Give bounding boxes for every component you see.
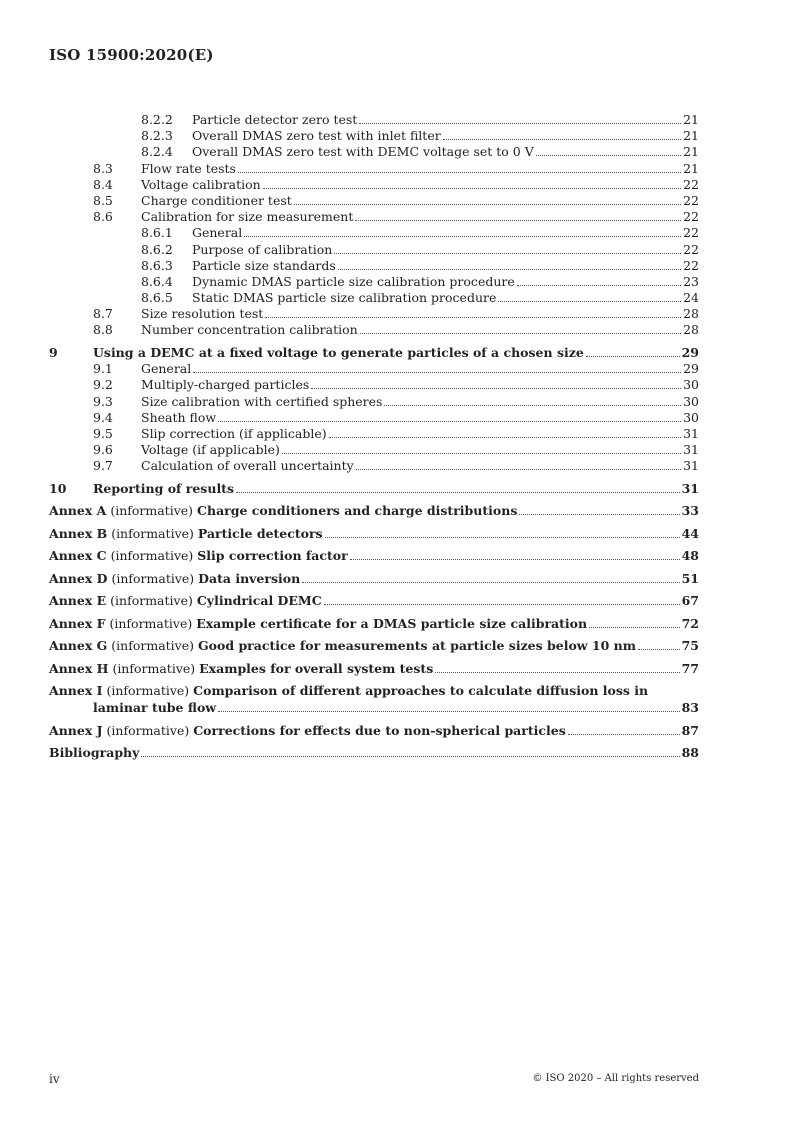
dot-leader (218, 700, 680, 712)
toc-page: 83 (681, 700, 699, 716)
dot-leader (359, 112, 681, 124)
annex-kind: (informative) (109, 615, 193, 631)
toc-number: 9.3 (93, 393, 113, 409)
toc-annex-a[interactable] (49, 502, 699, 519)
annex-title: Slip correction factor (197, 548, 348, 564)
table-of-contents (49, 112, 699, 761)
annex-kind: (informative) (110, 548, 194, 564)
toc-number: 9.1 (93, 361, 113, 377)
annex-kind: (informative) (106, 683, 190, 699)
annex-title: Cylindrical DEMC (196, 593, 322, 609)
annex-kind: (informative) (111, 570, 195, 586)
toc-title: Multiply-charged particles (141, 377, 310, 393)
toc-title: Purpose of calibration (192, 241, 333, 257)
dot-leader (435, 661, 679, 673)
toc-number: 8.6 (93, 209, 113, 225)
toc-number: 8.4 (93, 176, 113, 192)
toc-annex-f[interactable] (49, 615, 699, 632)
toc-page: 88 (681, 745, 699, 761)
document-id: ISO 15900:2020(E) (49, 46, 214, 64)
toc-title: General (192, 225, 243, 241)
toc-entry-8-4[interactable] (49, 177, 699, 193)
annex-kind: (informative) (110, 503, 194, 519)
toc-page: 87 (681, 722, 699, 738)
toc-title: Dynamic DMAS particle size calibration procedure (192, 273, 515, 289)
toc-annex-d[interactable] (49, 570, 699, 587)
toc-entry-9-6[interactable] (49, 442, 699, 458)
annex-title-line1: Comparison of different approaches to calculate diffusion loss in (193, 683, 649, 699)
toc-page: 31 (683, 425, 699, 441)
toc-title: Calibration for size measurement (141, 209, 354, 225)
toc-title: Static DMAS particle size calibration procedure (192, 290, 497, 306)
annex-title: Example certificate for a DMAS particle size calibration (196, 615, 588, 631)
toc-entry-9-1[interactable] (49, 361, 699, 377)
toc-title: Reporting of results (93, 480, 234, 496)
dot-leader (356, 458, 681, 470)
toc-title: Flow rate tests (141, 160, 236, 176)
annex-label: Annex G (49, 638, 108, 654)
annex-label: Annex A (49, 503, 107, 519)
toc-page: 44 (681, 525, 699, 541)
toc-number: 8.6.4 (141, 273, 173, 289)
dot-leader (384, 394, 681, 406)
annex-kind: (informative) (112, 660, 196, 676)
toc-entry-8-5[interactable] (49, 193, 699, 209)
toc-number: 8.2.2 (141, 112, 173, 127)
dot-leader (244, 225, 681, 237)
toc-page: 24 (683, 290, 699, 306)
toc-page: 22 (683, 225, 699, 241)
dot-leader (589, 616, 680, 628)
toc-entry-8-6[interactable] (49, 209, 699, 225)
annex-label: Annex H (49, 660, 109, 676)
toc-page: 75 (681, 638, 699, 654)
annex-kind: (informative) (106, 722, 190, 738)
dot-leader (586, 345, 680, 357)
toc-number: 8.5 (93, 192, 113, 208)
dot-leader (568, 723, 680, 735)
annex-title: Examples for overall system tests (199, 660, 434, 676)
toc-annex-h[interactable] (49, 660, 699, 677)
annex-kind: (informative) (111, 525, 194, 541)
toc-number: 9.5 (93, 425, 113, 441)
dot-leader (294, 193, 681, 205)
dot-leader (536, 144, 681, 156)
dot-leader (517, 274, 681, 286)
dot-leader (263, 177, 681, 189)
toc-page: 48 (681, 548, 699, 564)
dot-leader (325, 526, 680, 538)
toc-number: 8.6.1 (141, 225, 173, 241)
dot-leader (338, 258, 681, 270)
toc-page: 33 (681, 503, 699, 519)
page-number: iv (49, 1072, 60, 1086)
dot-leader (360, 322, 681, 334)
dot-leader (265, 306, 681, 318)
toc-title: Overall DMAS zero test with inlet filter (192, 128, 441, 144)
annex-title: Particle detectors (197, 525, 323, 541)
bibliography-title: Bibliography (49, 745, 140, 761)
toc-page: 51 (681, 570, 699, 586)
toc-number: 8.2.3 (141, 128, 173, 144)
toc-title: Particle detector zero test (192, 112, 358, 127)
dot-leader (236, 481, 680, 493)
toc-entry-8-6-4[interactable] (49, 274, 699, 290)
toc-page: 28 (683, 322, 699, 338)
toc-title: Voltage (if applicable) (141, 442, 280, 458)
dot-leader (302, 571, 679, 583)
annex-label: Annex J (49, 722, 103, 738)
dot-leader (350, 548, 680, 560)
toc-title: Using a DEMC at a fixed voltage to generate particles of a chosen size (93, 345, 584, 361)
toc-entry-8-6-1[interactable] (49, 225, 699, 241)
dot-leader (141, 745, 679, 757)
toc-number: 9.6 (93, 442, 113, 458)
toc-page: 23 (683, 273, 699, 289)
toc-entry-8-6-3[interactable] (49, 258, 699, 274)
toc-entry-8-6-2[interactable] (49, 242, 699, 258)
annex-title: Data inversion (198, 570, 301, 586)
dot-leader (329, 426, 681, 438)
toc-annex-b[interactable] (49, 525, 699, 542)
dot-leader (498, 290, 681, 302)
annex-title: Charge conditioners and charge distributions (197, 503, 518, 519)
toc-page: 72 (681, 615, 699, 631)
toc-page: 31 (683, 458, 699, 474)
toc-annex-g[interactable] (49, 637, 699, 654)
annex-title: Good practice for measurements at particle sizes below 10 nm (198, 638, 636, 654)
toc-title: General (141, 361, 192, 377)
toc-title: Overall DMAS zero test with DEMC voltage set to 0 V (192, 144, 534, 160)
toc-page: 21 (683, 112, 699, 127)
dot-leader (282, 442, 681, 454)
toc-entry-9-2[interactable] (49, 377, 699, 393)
annex-label: Annex E (49, 593, 107, 609)
annex-label: Annex C (49, 548, 107, 564)
toc-page: 22 (683, 257, 699, 273)
toc-number: 8.3 (93, 160, 113, 176)
toc-title: Slip correction (if applicable) (141, 425, 327, 441)
toc-number: 10 (49, 480, 67, 496)
toc-entry-8-6-5[interactable] (49, 290, 699, 306)
toc-entry-10[interactable] (49, 480, 699, 497)
toc-title: Size resolution test (141, 306, 264, 322)
toc-bibliography[interactable] (49, 744, 699, 761)
toc-number: 9 (49, 345, 58, 361)
toc-page: 31 (681, 480, 699, 496)
dot-leader (324, 593, 680, 605)
toc-title: Size calibration with certified spheres (141, 393, 383, 409)
toc-number: 8.6.5 (141, 290, 173, 306)
dot-leader (638, 638, 680, 650)
toc-title: Voltage calibration (141, 176, 261, 192)
toc-annex-j[interactable] (49, 722, 699, 739)
toc-title: Charge conditioner test (141, 192, 292, 208)
toc-number: 8.2.4 (141, 144, 173, 160)
toc-number: 8.8 (93, 322, 113, 338)
toc-page: 21 (683, 160, 699, 176)
toc-number: 8.6.2 (141, 241, 173, 257)
toc-annex-c[interactable] (49, 547, 699, 564)
dot-leader (334, 242, 681, 254)
toc-number: 8.7 (93, 306, 113, 322)
annex-label: Annex I (49, 683, 103, 699)
annex-label: Annex B (49, 525, 108, 541)
toc-entry-9-5[interactable] (49, 426, 699, 442)
toc-page: 77 (681, 660, 699, 676)
toc-page: 22 (683, 176, 699, 192)
toc-page: 21 (683, 144, 699, 160)
toc-page: 22 (683, 241, 699, 257)
toc-entry-8-7[interactable] (49, 306, 699, 322)
copyright-notice: © ISO 2020 – All rights reserved (532, 1073, 699, 1084)
toc-page: 29 (683, 361, 699, 377)
annex-title-line2: laminar tube flow (93, 700, 217, 716)
dot-leader (311, 377, 681, 389)
toc-title: Particle size standards (192, 257, 336, 273)
toc-page: 31 (683, 442, 699, 458)
toc-entry-9-3[interactable] (49, 394, 699, 410)
toc-page: 28 (683, 306, 699, 322)
toc-page: 30 (683, 409, 699, 425)
annex-label: Annex D (49, 570, 108, 586)
toc-entry-8-2-2[interactable] (49, 112, 699, 128)
toc-annex-i[interactable] (49, 682, 699, 716)
toc-page: 22 (683, 209, 699, 225)
toc-title: Sheath flow (141, 409, 217, 425)
dot-leader (355, 209, 681, 221)
toc-number: 9.2 (93, 377, 113, 393)
annex-title: Corrections for effects due to non-spherical particles (193, 722, 566, 738)
toc-entry-8-3[interactable] (49, 161, 699, 177)
toc-title: Number concentration calibration (141, 322, 358, 338)
toc-page: 30 (683, 393, 699, 409)
toc-entry-8-2-4[interactable] (49, 144, 699, 160)
toc-number: 9.4 (93, 409, 113, 425)
toc-annex-e[interactable] (49, 592, 699, 609)
toc-number: 8.6.3 (141, 257, 173, 273)
toc-page: 29 (681, 345, 699, 361)
toc-page: 67 (681, 593, 699, 609)
annex-kind: (informative) (110, 593, 193, 609)
toc-entry-9-4[interactable] (49, 410, 699, 426)
dot-leader (519, 503, 679, 515)
dot-leader (193, 361, 681, 373)
dot-leader (443, 128, 681, 140)
annex-kind: (informative) (111, 638, 195, 654)
toc-entry-8-8[interactable] (49, 322, 699, 338)
toc-page: 30 (683, 377, 699, 393)
toc-page: 21 (683, 128, 699, 144)
dot-leader (218, 410, 681, 422)
toc-entry-9[interactable] (49, 344, 699, 361)
toc-title: Calculation of overall uncertainty (141, 458, 354, 474)
dot-leader (238, 161, 681, 173)
toc-page: 22 (683, 192, 699, 208)
toc-entry-8-2-3[interactable] (49, 128, 699, 144)
annex-label: Annex F (49, 615, 106, 631)
toc-number: 9.7 (93, 458, 113, 474)
toc-entry-9-7[interactable] (49, 458, 699, 474)
